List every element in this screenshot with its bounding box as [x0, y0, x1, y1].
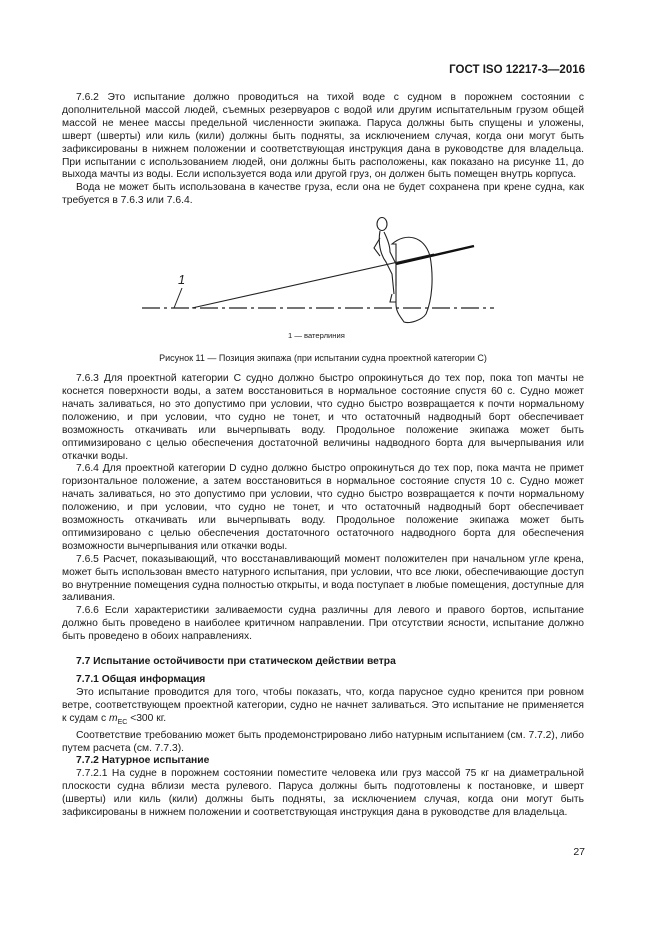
- mass-symbol: m: [109, 712, 118, 724]
- mast-line: [192, 254, 434, 308]
- figure-marker: 1: [178, 272, 186, 288]
- subsection-title-7-7-1: 7.7.1 Общая информация: [76, 674, 206, 685]
- figure-caption: Рисунок 11 — Позиция экипажа (при испытании судна проектной категории С): [159, 353, 487, 364]
- marker-leader: [174, 288, 182, 308]
- text-span: <300 кг.: [127, 712, 167, 724]
- paragraph-7-6-4: 7.6.4 Для проектной категории D судно должно быстро опрокинуться до тех пор, пока мачта не примет горизонтальное положение, а затем восстановиться в нормальное состояние спустя 10 с. Судно может начать заливаться, но это допустимо при условии, что судно быстро возвращается к почти нормальному положению, и при условии, что судно не тонет, и что остаточный надводный борт обеспечивает возможность откачивать или вычерпывать воду. Продольное положение экипажа может быть оптимизировано с целью обеспечения достаточного остаточного надводного борта для обеспечения возможности вычерпывания или откачки воды.: [62, 463, 584, 552]
- page-number: 27: [573, 846, 585, 858]
- paragraph-7-7-2-1: 7.7.2.1 На судне в порожнем состоянии поместите человека или груз массой 75 кг на диаметральной плоскости судна вблизи места рулевого. Паруса должны быть подготовлены к постановке, и шверт (шверты) или киль (кили) должны быть подняты, за исключением случая, когда они могут быть зафиксированы в нижнем положении и соответствующая инструкция дана в руководстве для владельца.: [62, 768, 584, 819]
- section-title-7-7: 7.7 Испытание остойчивости при статическом действии ветра: [76, 656, 396, 668]
- paragraph-7-7-1-a: [62, 687, 584, 730]
- hull-outline: [392, 237, 432, 322]
- paragraph-7-7-1-b: Соответствие требованию может быть продемонстрировано либо натурным испытанием (см. 7.7.2), либо путем расчета (см. 7.7.3).: [62, 729, 584, 754]
- paragraph-7-6-6: 7.6.6 Если характеристики заливаемости судна различны для левого и правого бортов, испытание должно быть проведено в наиболее критичном направлении. При отсутствии ясности, испытание должно быть проведено в обоих направлениях.: [62, 605, 584, 643]
- page-content: [62, 92, 584, 820]
- figure-11: [62, 216, 584, 350]
- figure-legend: 1 — ватерлиния: [288, 331, 345, 341]
- crew-head: [377, 218, 387, 231]
- crew-back: [384, 232, 396, 286]
- paragraph-7-6-5: 7.6.5 Расчет, показывающий, что восстанавливающий момент положителен при начальном угле крена, может быть использован вместо натурного испытания, при условии, что все люки, обеспечивающие доступ во внутренние помещения судна полностью открыты, и вода поступает в любые помещения, доступные для заливания.: [62, 553, 584, 604]
- mast-top: [396, 246, 474, 264]
- document-header: ГОСТ ISO 12217-3—2016: [449, 64, 585, 76]
- crew-figure: [374, 218, 396, 303]
- paragraph-7-6-3: 7.6.3 Для проектной категории С судно должно быстро опрокинуться до тех пор, пока топ мачты не коснется поверхности воды, а затем восстановиться в нормальное состояние спустя 60 с. Судно может начать заливаться, но это допустимо при условии, что судно быстро возвращается к почти нормальному положению, и при условии, что судно не тонет, и что остаточный надводный борт обеспечивает возможность откачивать или вычерпывать воду. Продольное положение экипажа может быть оптимизировано с целью обеспечения достаточной величины надводного борта для вычерпывания или откачки воды.: [62, 373, 584, 462]
- crew-position-diagram: [134, 216, 514, 328]
- text-span: Это испытание проводится для того, чтобы показать, что, когда парусное судно кренится при ровном ветре, соответствующем проектной категории, судно не начнет заливаться. Это испытание не применяется к судам с: [62, 686, 584, 724]
- subsection-title-7-7-2: 7.7.2 Натурное испытание: [76, 755, 210, 767]
- mass-subscript: EC: [117, 718, 128, 726]
- crew-body: [379, 231, 394, 294]
- paragraph-water-note: Вода не может быть использована в качестве груза, если она не будет сохранена при крене судна, как требуется в 7.6.3 или 7.6.4.: [62, 182, 584, 207]
- crew-foot: [390, 294, 396, 302]
- paragraph-7-6-2: 7.6.2 Это испытание должно проводиться на тихой воде с судном в порожнем состоянии с дополнительной массой людей, съемных резервуаров с водой или другим испытательным грузом общей массой не менее массы предельной численности экипажа. Паруса должны быть спущены и уложены, шверт (шверты) или киль (кили) должны быть подняты, за исключением случая, когда они могут быть зафиксированы в нижнем положении и соответствующая инструкция дана в руководстве для владельца. При испытании с использованием людей, они должны быть расположены, как показано на рисунке 11, до выхода мачты из воды. Если используется вода или другой груз, он должен быть помещен внутрь корпуса.: [62, 92, 584, 181]
